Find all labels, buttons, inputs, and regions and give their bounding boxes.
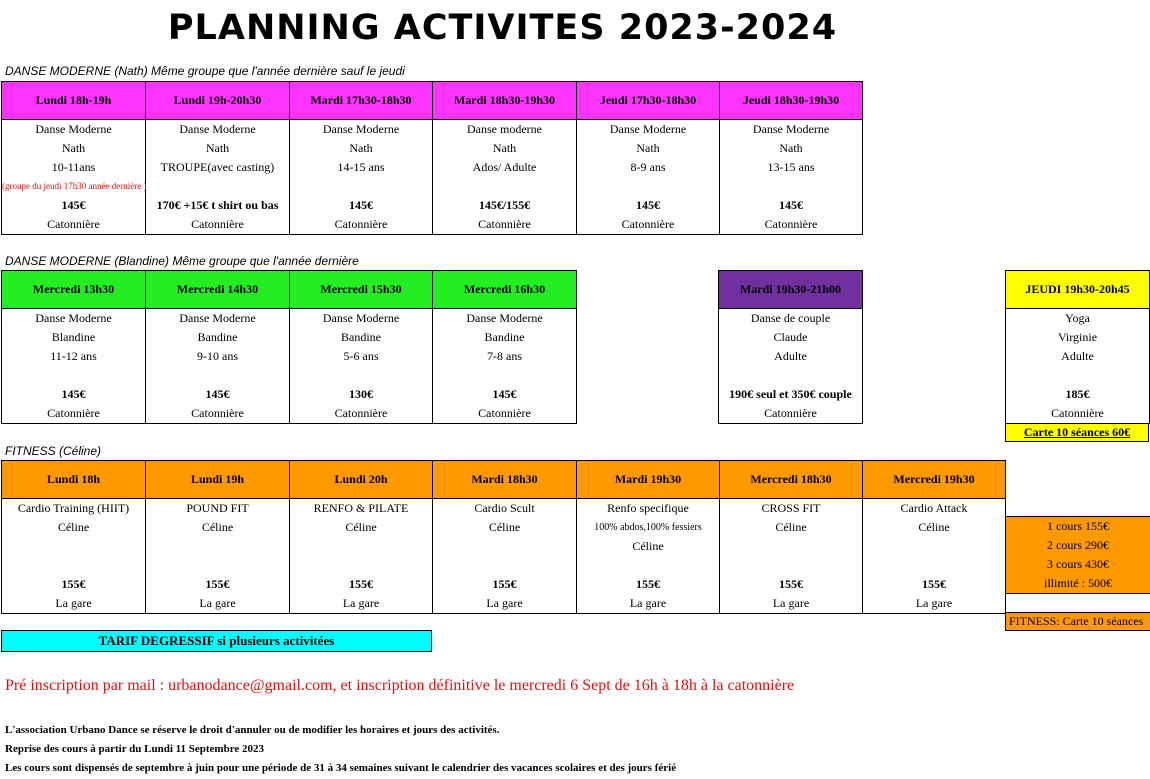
activity: Danse Moderne <box>466 311 543 325</box>
fitness-table <box>1 460 1006 614</box>
activity: Danse Moderne <box>322 311 400 325</box>
teacher: Céline <box>918 520 950 534</box>
activity: RENFO & PILATE <box>313 501 409 515</box>
price-option: 3 cours 430€ <box>1047 557 1109 571</box>
blandine-cell <box>2 309 146 424</box>
teacher: Bandine <box>341 330 381 344</box>
location: Catonnière <box>47 217 100 231</box>
fitness-cell <box>577 499 720 614</box>
teacher: Nath <box>492 141 517 155</box>
nath-cell <box>2 120 146 235</box>
location: La gare <box>772 596 810 610</box>
nath-cell <box>146 120 290 235</box>
age-group: 7-8 ans <box>487 349 522 363</box>
focus-note: 100% abdos,100% fessiers <box>594 522 702 533</box>
teacher: Bandine <box>197 330 238 344</box>
fitness-header: Mercredi 18h30 <box>720 461 863 499</box>
fitness-card-offer: FITNESS: Carte 10 séances <box>1005 612 1150 631</box>
price: 170€ +15€ t shirt ou bas <box>156 198 279 212</box>
location: Catonnière <box>191 406 244 420</box>
age-group: 14-15 ans <box>337 160 385 174</box>
activity: Danse Moderne <box>609 122 687 136</box>
fitness-cell <box>290 499 433 614</box>
location: Catonnière <box>47 406 100 420</box>
section-title-fitness: FITNESS (Céline) <box>5 444 102 458</box>
location: La gare <box>915 596 953 610</box>
yoga-table <box>1005 270 1150 424</box>
yoga-card-offer: Carte 10 séances 60€ <box>1005 423 1149 442</box>
location: Catonnière <box>191 217 244 231</box>
activity: Danse de couple <box>750 311 831 325</box>
nath-header: Lundi 18h-19h <box>2 82 146 120</box>
fitness-cell <box>146 499 290 614</box>
price: 145€/155€ <box>478 198 531 212</box>
age-group: 8-9 ans <box>630 160 666 174</box>
price-option: illimité : 500€ <box>1044 576 1112 590</box>
age-group: Adulte <box>774 349 807 363</box>
teacher: Céline <box>775 520 807 534</box>
teacher: Nath <box>636 141 660 155</box>
location: Catonnière <box>764 217 818 231</box>
tarif-degressif-banner: TARIF DEGRESSIF si plusieurs activitées <box>1 630 432 652</box>
activity: Renfo specifique <box>607 501 689 515</box>
preinscription-text: Pré inscription par mail : urbanodance@gmail.com, et inscription définitive le mercredi 6 Sept de 16h à 18h à la catonnière <box>5 677 795 694</box>
fitness-header: Mardi 18h30 <box>433 461 577 499</box>
price: 145€ <box>779 198 803 212</box>
fitness-cell <box>720 499 863 614</box>
activity: Yoga <box>1065 311 1090 325</box>
location: Catonnière <box>1051 406 1104 420</box>
teacher: Blandine <box>51 330 96 344</box>
fitness-header: Mercredi 19h30 <box>863 461 1006 499</box>
age-group: TROUPE(avec casting) <box>160 160 275 174</box>
group-note: (groupe du jeudi 17h30 année dernière ) <box>2 181 147 191</box>
teacher: Céline <box>488 520 521 534</box>
fitness-header: Mardi 19h30 <box>577 461 720 499</box>
couple-header: Mardi 19h30-21h00 <box>719 271 863 309</box>
teacher: Nath <box>205 141 230 155</box>
blandine-cell <box>290 309 433 424</box>
activity: POUND FIT <box>186 501 249 515</box>
blandine-header: Mercredi 16h30 <box>433 271 577 309</box>
teacher: Céline <box>632 539 664 553</box>
price: 155€ <box>779 577 803 591</box>
activity: Danse Moderne <box>35 311 112 325</box>
fitness-price-list <box>1005 516 1150 594</box>
section-title-nath: DANSE MODERNE (Nath) Même groupe que l'année dernière sauf le jeudi <box>5 64 405 78</box>
couple-cell <box>719 309 863 424</box>
price: 155€ <box>492 577 517 591</box>
location: Catonnière <box>478 406 531 420</box>
blandine-cell <box>433 309 577 424</box>
activity: Danse moderne <box>467 122 542 136</box>
teacher: Céline <box>57 520 90 534</box>
location: Catonnière <box>478 217 531 231</box>
blandine-header: Mercredi 14h30 <box>146 271 290 309</box>
note-line: Reprise des cours à partir du Lundi 11 Septembre 2023 <box>5 743 265 755</box>
note-line: Les cours sont dispensés de septembre à juin pour une période de 31 à 34 semaines suivant le calendrier des vacances scolaires et des jours férié <box>5 762 677 774</box>
price: 185€ <box>1065 387 1090 401</box>
nath-header: Jeudi 17h30-18h30 <box>577 82 720 120</box>
activity: Danse Moderne <box>322 122 400 136</box>
price: 145€ <box>349 198 373 212</box>
teacher: Bandine <box>484 330 525 344</box>
activity: Danse Moderne <box>35 122 112 136</box>
teacher: Claude <box>773 330 808 344</box>
note-line: L'association Urbano Dance se réserve le droit d'annuler ou de modifier les horaires et jours des activités. <box>5 724 500 736</box>
price: 145€ <box>205 387 230 401</box>
fitness-header: Lundi 20h <box>290 461 433 499</box>
teacher: Nath <box>349 141 373 155</box>
activity: Cardio Attack <box>900 501 968 515</box>
fitness-cell <box>2 499 146 614</box>
price: 145€ <box>492 387 517 401</box>
age-group: Adulte <box>1061 349 1094 363</box>
fitness-cell <box>433 499 577 614</box>
nath-table <box>1 81 863 235</box>
teacher: Céline <box>201 520 234 534</box>
price: 130€ <box>349 387 373 401</box>
fitness-cell <box>863 499 1006 614</box>
price: 145€ <box>61 198 86 212</box>
activity: Cardio Training (HIIT) <box>17 501 130 515</box>
price: 190€ seul et 350€ couple <box>729 387 852 401</box>
activity: Danse Moderne <box>752 122 830 136</box>
nath-header: Mardi 17h30-18h30 <box>290 82 433 120</box>
price: 155€ <box>636 577 660 591</box>
teacher: Virginie <box>1057 330 1098 344</box>
nath-cell <box>720 120 863 235</box>
location: Catonnière <box>764 406 817 420</box>
yoga-cell <box>1006 309 1150 424</box>
teacher: Nath <box>779 141 803 155</box>
location: Catonnière <box>334 406 388 420</box>
nath-cell <box>290 120 433 235</box>
location: La gare <box>486 596 523 610</box>
age-group: 9-10 ans <box>197 349 238 363</box>
nath-cell <box>577 120 720 235</box>
price: 155€ <box>205 577 230 591</box>
blandine-table <box>1 270 577 424</box>
activity: Danse Moderne <box>179 311 256 325</box>
location: La gare <box>629 596 667 610</box>
price-option: 1 cours 155€ <box>1047 519 1109 533</box>
nath-cell <box>433 120 577 235</box>
location: La gare <box>55 596 92 610</box>
page-title: PLANNING ACTIVITES 2023-2024 <box>167 8 838 48</box>
activity: Danse Moderne <box>179 122 256 136</box>
price-option: 2 cours 290€ <box>1047 538 1109 552</box>
price: 155€ <box>61 577 86 591</box>
age-group: 10-11ans <box>51 160 96 174</box>
fitness-header: Lundi 18h <box>2 461 146 499</box>
price: 155€ <box>349 577 373 591</box>
age-group: 5-6 ans <box>343 349 379 363</box>
age-group: Ados/ Adulte <box>472 160 537 174</box>
location: Catonnière <box>621 217 675 231</box>
blandine-cell <box>146 309 290 424</box>
activity: Cardio Scult <box>474 501 535 515</box>
location: La gare <box>342 596 380 610</box>
location: La gare <box>199 596 236 610</box>
location: Catonnière <box>334 217 388 231</box>
nath-header: Lundi 19h-20h30 <box>146 82 290 120</box>
teacher: Nath <box>61 141 86 155</box>
nath-header: Jeudi 18h30-19h30 <box>720 82 863 120</box>
yoga-header: JEUDI 19h30-20h45 <box>1006 271 1150 309</box>
blandine-header: Mercredi 15h30 <box>290 271 433 309</box>
fitness-header: Lundi 19h <box>146 461 290 499</box>
nath-header: Mardi 18h30-19h30 <box>433 82 577 120</box>
teacher: Céline <box>345 520 377 534</box>
blandine-header: Mercredi 13h30 <box>2 271 146 309</box>
activity: CROSS FIT <box>761 501 821 515</box>
section-title-blandine: DANSE MODERNE (Blandine) Même groupe que l'année dernière <box>5 254 359 268</box>
age-group: 11-12 ans <box>50 349 97 363</box>
couple-table <box>718 270 863 424</box>
age-group: 13-15 ans <box>767 160 815 174</box>
price: 155€ <box>922 577 946 591</box>
price: 145€ <box>61 387 86 401</box>
price: 145€ <box>636 198 660 212</box>
